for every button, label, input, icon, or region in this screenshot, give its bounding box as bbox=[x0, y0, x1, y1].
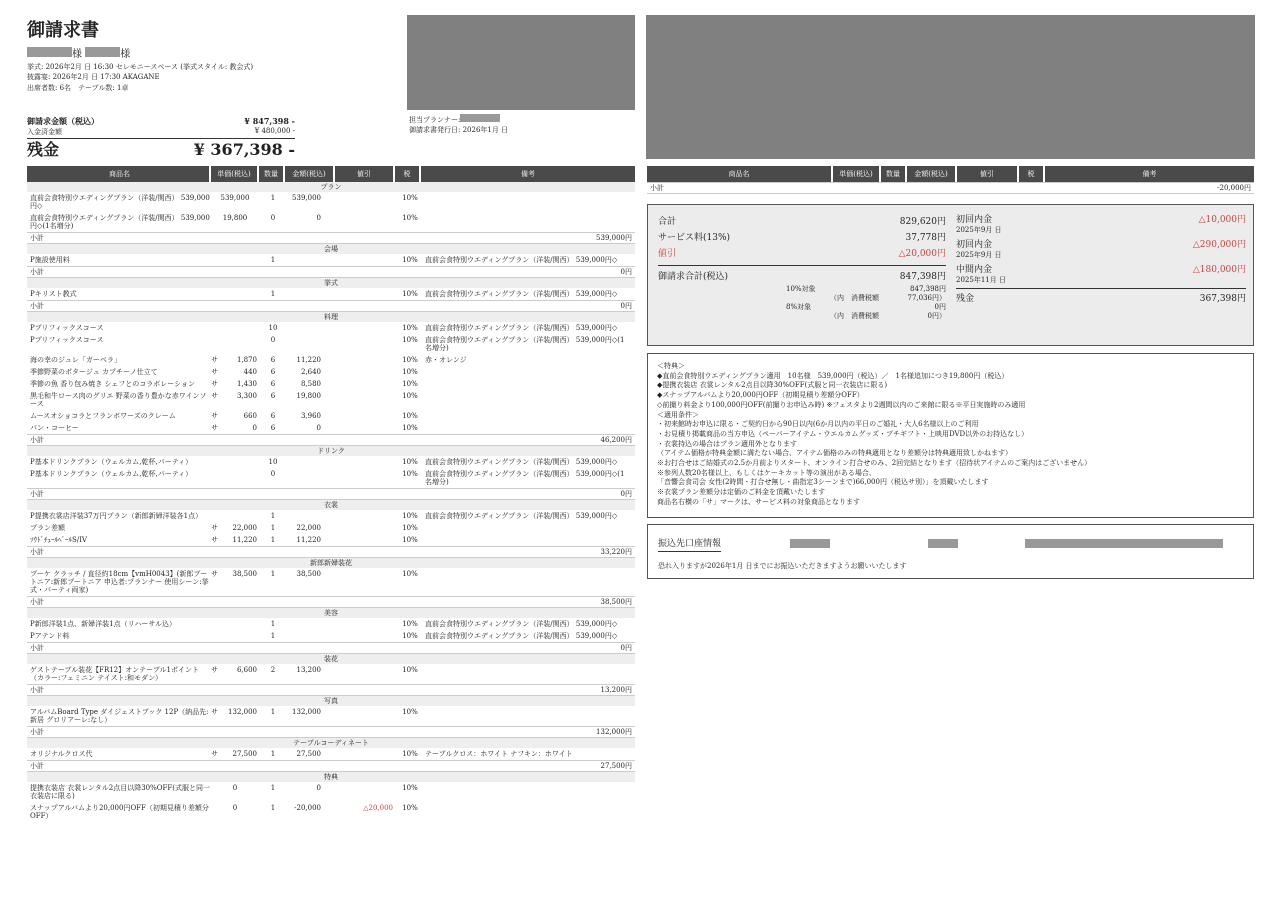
item-name: P施設使用料 bbox=[30, 256, 70, 264]
tax-rate: 10% bbox=[402, 194, 418, 202]
unit-price: サ 132,000 bbox=[211, 708, 257, 716]
amount: 132,000 bbox=[292, 708, 321, 716]
unit-price: サ 38,500 bbox=[211, 570, 257, 578]
category-row: テーブルコーディネート bbox=[27, 738, 635, 748]
discount bbox=[337, 750, 397, 758]
unit-price bbox=[211, 458, 259, 466]
note bbox=[423, 380, 631, 388]
note bbox=[423, 368, 631, 376]
amount: 3,960 bbox=[300, 412, 321, 420]
amount: 0 bbox=[316, 424, 321, 432]
discount bbox=[337, 666, 397, 682]
service-mark: サ bbox=[211, 412, 218, 420]
quantity: 1 bbox=[270, 708, 276, 716]
quantity: 1 bbox=[270, 536, 276, 544]
customer-names: 様 様 bbox=[27, 47, 130, 60]
quantity: 6 bbox=[270, 424, 276, 432]
quantity: 1 bbox=[270, 784, 276, 792]
table-row bbox=[27, 354, 635, 366]
total-label: 御請求金額（税込） bbox=[27, 116, 99, 126]
table-row bbox=[27, 390, 635, 410]
subtotal-row: 小計 27,500円 bbox=[27, 760, 635, 772]
item-name: アルバムBoard Type ダイジェストブック 12P（納品先:新居 グロリアーレ:なし） bbox=[30, 708, 209, 724]
tax-rate: 10% bbox=[402, 256, 418, 264]
table-row bbox=[27, 618, 635, 630]
item-name: P提携衣裳店洋装37万円プラン（新郎新婦洋装各1点） bbox=[30, 512, 203, 520]
document-title: 御請求書 bbox=[27, 20, 99, 41]
category-row: ドリンク bbox=[27, 446, 635, 456]
quantity: 6 bbox=[270, 392, 276, 400]
note bbox=[423, 666, 631, 682]
quantity: 1 bbox=[270, 512, 276, 520]
service-mark: サ bbox=[211, 392, 218, 400]
quantity: 0 bbox=[270, 214, 276, 222]
table-row bbox=[27, 630, 635, 642]
note-line: ※お打合せはご結婚式の2.5か月前よりスタート、オンライン打合せのみ、2回完結となります（招待状アイテムのご案内はございません） bbox=[657, 459, 1092, 468]
table-row bbox=[27, 422, 635, 434]
amount: 38,500 bbox=[296, 570, 321, 578]
item-name: ｿｳﾄﾞﾁｭｰﾙﾍﾞｰﾙS/IV bbox=[30, 536, 87, 544]
unit-price bbox=[211, 632, 259, 640]
tax-rate: 10% bbox=[402, 368, 418, 376]
note bbox=[423, 412, 631, 420]
quantity: 6 bbox=[270, 368, 276, 376]
quantity: 1 bbox=[270, 750, 276, 758]
tax-rate: 10% bbox=[402, 424, 418, 432]
subtotal-row: 小計 0円 bbox=[27, 300, 635, 312]
tax-rate: 10% bbox=[402, 356, 418, 364]
amount: 11,220 bbox=[296, 356, 321, 364]
planner-info: 担当プランナー: bbox=[409, 114, 500, 125]
note-line: ・初来館時お申込に限る・ご契約日から90日以内(6か月以内の平日のご婚礼・大人6名様以上のご利用 bbox=[657, 420, 979, 429]
amount: 19,800 bbox=[296, 392, 321, 400]
amount bbox=[287, 256, 337, 264]
table-row bbox=[27, 534, 635, 546]
quantity: 1 bbox=[270, 570, 276, 578]
bank-message: 恐れ入りますが2026年1月 日までにお振込いただきますようお願いいたします bbox=[658, 562, 907, 570]
table-row bbox=[27, 322, 635, 334]
amount bbox=[287, 336, 337, 352]
item-name: スナップアルバムより20,000円OFF（初期見積り差額分OFF） bbox=[30, 804, 209, 820]
note bbox=[423, 784, 631, 800]
item-name: Pプリフィックスコース bbox=[30, 324, 104, 332]
note-line: ＜適用条件＞ bbox=[657, 410, 699, 419]
unit-price: サ 440 bbox=[211, 368, 257, 376]
amount: 539,000 bbox=[292, 194, 321, 202]
item-name: ゲストテーブル装花【FR12】オンテーブル1ポイント（カラー:フェミニン テイスト:和モダン） bbox=[30, 666, 199, 682]
note: 直前会食特別ウエディングプラン（洋装/関西） 539,000円◇(1名増分) bbox=[425, 470, 625, 486]
unit-price bbox=[211, 512, 259, 520]
payments: 初回内金 △10,000円 2025年9月 日 初回内金 △290,000円 2025年9月 日 中間内金 △180,000円 2025年11月 日 残金 367,398円 bbox=[956, 215, 1246, 304]
table-row bbox=[27, 782, 635, 802]
amount bbox=[287, 620, 337, 628]
unit-price: 0 bbox=[232, 804, 238, 812]
note: 直前会食特別ウエディングプラン（洋装/関西） 539,000円◇ bbox=[425, 512, 618, 520]
amount: 0 bbox=[316, 784, 321, 792]
discount bbox=[337, 620, 397, 628]
unit-price bbox=[211, 290, 259, 298]
quantity: 10 bbox=[268, 324, 278, 332]
tax-rate: 10% bbox=[402, 804, 418, 812]
category-row: 特典 bbox=[27, 772, 635, 782]
table-header: 商品名 単価(税込) 数量 金額(税込) 値引 税 備考 bbox=[27, 166, 635, 182]
tax-rate: 10% bbox=[402, 290, 418, 298]
category-row: 写真 bbox=[27, 696, 635, 706]
note bbox=[423, 708, 631, 724]
tax-rate: 10% bbox=[402, 750, 418, 758]
table-row bbox=[27, 334, 635, 354]
item-name: 提携衣装店 衣裳レンタル2点目以降30%OFF(式服と同一衣装店に限る) bbox=[30, 784, 210, 800]
unit-price bbox=[211, 470, 259, 486]
note-line: ※参列人数20名様以上、もしくはケーキカット等の演出がある場合、 bbox=[657, 468, 876, 477]
amount: 8,580 bbox=[300, 380, 321, 388]
note: 直前会食特別ウエディングプラン（洋装/関西） 539,000円◇ bbox=[425, 620, 618, 628]
redacted-branch bbox=[928, 539, 958, 548]
subtotal-row: 小計 33,220円 bbox=[27, 546, 635, 558]
note: 直前会食特別ウエディングプラン（洋装/関西） 539,000円◇ bbox=[425, 290, 618, 298]
quantity: 1 bbox=[270, 290, 276, 298]
discount bbox=[337, 324, 397, 332]
service-mark: サ bbox=[211, 750, 218, 758]
category-row: 衣裳 bbox=[27, 500, 635, 510]
unit-price: サ 1,430 bbox=[211, 380, 257, 388]
discount bbox=[337, 290, 397, 298]
unit-price: サ 6,600 bbox=[211, 666, 257, 674]
unit-price: サ 3,300 bbox=[211, 392, 257, 400]
note: 直前会食特別ウエディングプラン（洋装/関西） 539,000円◇ bbox=[425, 256, 618, 264]
tax-rate: 10% bbox=[402, 708, 418, 716]
table-row bbox=[27, 510, 635, 522]
quantity: 1 bbox=[270, 804, 276, 812]
note bbox=[423, 194, 631, 210]
quantity: 1 bbox=[270, 524, 276, 532]
unit-price: サ 27,500 bbox=[211, 750, 257, 758]
discount bbox=[337, 784, 397, 800]
item-name: 季節野菜のポタージュ カプチーノ仕立て bbox=[30, 368, 158, 376]
note-line: ※衣裳プラン差額分は定価のご料金を頂戴いたします bbox=[657, 488, 825, 497]
note-line: ◇前撮り料金より100,000円OFF(前撮りお申込み時) ※フェスタより2週間以内のご来館に限る※平日実施時のみ適用 bbox=[657, 400, 1026, 409]
item-name: 黒毛和牛ロース肉のグリエ 野菜の香り豊かな赤ワインソース bbox=[30, 392, 207, 408]
tax-rate: 10% bbox=[402, 412, 418, 420]
unit-price bbox=[211, 336, 259, 352]
note-line: ・衣裳持込の場合はプラン適用外となります bbox=[657, 439, 797, 448]
item-name: Pアテンド料 bbox=[30, 632, 70, 640]
item-name: Pキリスト教式 bbox=[30, 290, 77, 298]
note-line: ・お見積り掲載商品の当方申込（ペーパーアイテム・ウエルカムグッズ・プチギフト・上映用DVD以外のお持込なし） bbox=[657, 429, 1029, 438]
subtotal-row: 小計 0円 bbox=[27, 642, 635, 654]
table-row bbox=[27, 456, 635, 468]
guest-info: 出席者数: 6名 テーブル数: 1卓 bbox=[27, 84, 129, 92]
note: 直前会食特別ウエディングプラン（洋装/関西） 539,000円◇ bbox=[425, 632, 618, 640]
service-mark: サ bbox=[211, 380, 218, 388]
unit-price: 0 bbox=[232, 784, 238, 792]
note: 直前会食特別ウエディングプラン（洋装/関西） 539,000円◇ bbox=[425, 324, 618, 332]
table-row bbox=[27, 378, 635, 390]
quantity: 1 bbox=[270, 620, 276, 628]
item-name: ブーケ クラッチ / 直径約18cm【vmH0043】(新郎ブートニア:新郎ブートニア 申込者:プランナー 使用シーン:挙式・パーティ両家) bbox=[30, 570, 209, 594]
discount-label: 値引 bbox=[658, 249, 677, 259]
subtotal-row: 小計 0円 bbox=[27, 266, 635, 278]
item-name: 直前会食特別ウエディングプラン（洋装/関西） 539,000円◇(1名増分) bbox=[30, 214, 210, 230]
note: 直前会食特別ウエディングプラン（洋装/関西） 539,000円◇(1名増分) bbox=[425, 336, 625, 352]
unit-price bbox=[211, 256, 259, 264]
sum-label: 合計 bbox=[658, 217, 677, 227]
service-mark: サ bbox=[211, 570, 218, 578]
table-row bbox=[27, 522, 635, 534]
subtotal-row: 小計 539,000円 bbox=[27, 232, 635, 244]
discount bbox=[337, 356, 397, 364]
amount: 22,000 bbox=[296, 524, 321, 532]
note bbox=[423, 214, 631, 230]
item-name: P基本ドリンクプラン（ウェルカム,乾杯,パーティ） bbox=[30, 470, 193, 478]
unit-price: 539,000 bbox=[220, 194, 250, 202]
note bbox=[423, 804, 631, 820]
bank-title: 振込先口座情報 bbox=[658, 536, 721, 552]
amount bbox=[287, 458, 337, 466]
table-row bbox=[27, 664, 635, 684]
discount bbox=[337, 458, 397, 466]
note-line: 商品名右横の「サ」マークは、サービス料の対象商品となります bbox=[657, 497, 860, 506]
tax-rate: 10% bbox=[402, 536, 418, 544]
quantity: 10 bbox=[268, 458, 278, 466]
discount bbox=[337, 570, 397, 594]
item-name: 直前会食特別ウエディングプラン（洋装/関西） 539,000円◇ bbox=[30, 194, 210, 210]
discount bbox=[337, 380, 397, 388]
discount-value: △20,000円 bbox=[898, 249, 946, 259]
redacted-header-image bbox=[646, 15, 1255, 159]
tax-rate: 10% bbox=[402, 336, 418, 344]
right-table bbox=[647, 166, 1254, 194]
amount: -20,000 bbox=[294, 804, 321, 812]
item-name: P基本ドリンクプラン（ウェルカム,乾杯,パーティ） bbox=[30, 458, 193, 466]
discount bbox=[337, 424, 397, 432]
tax-rate: 10% bbox=[402, 214, 418, 222]
quantity: 1 bbox=[270, 632, 276, 640]
unit-price: サ 11,220 bbox=[211, 536, 257, 544]
amount bbox=[287, 632, 337, 640]
total-value: ¥ 847,398 - bbox=[244, 116, 295, 126]
service-mark: サ bbox=[211, 368, 218, 376]
service-mark: サ bbox=[211, 524, 218, 532]
redacted-logo-image bbox=[407, 15, 635, 110]
service-value: 37,778円 bbox=[905, 233, 946, 243]
discount bbox=[337, 256, 397, 264]
amount bbox=[287, 324, 337, 332]
item-name: 海の幸のジュレ「ガーベラ」 bbox=[30, 356, 121, 364]
note-line: ◆スナップアルバムより20,000円OFF（初期見積り差額分OFF） bbox=[657, 391, 864, 400]
balance-label: 残金 bbox=[27, 140, 60, 159]
unit-price: サ 1,870 bbox=[211, 356, 257, 364]
item-name: プラン差額 bbox=[30, 524, 65, 532]
grand-label: 御請求合計(税込) bbox=[658, 272, 729, 282]
discount: △20,000 bbox=[363, 804, 393, 812]
table-row bbox=[27, 410, 635, 422]
item-name: オリジナルクロス代 bbox=[30, 750, 93, 758]
discount bbox=[337, 194, 397, 210]
discount bbox=[337, 536, 397, 544]
subtotal-row: 小計 132,000円 bbox=[27, 726, 635, 738]
grand-value: 847,398円 bbox=[899, 272, 946, 282]
service-mark: サ bbox=[211, 424, 218, 432]
tax-rate: 10% bbox=[402, 380, 418, 388]
item-name: ムースオショコラとフランボワーズのクレーム bbox=[30, 412, 176, 420]
discount bbox=[337, 470, 397, 486]
paid-label: 入金済金額 bbox=[27, 128, 62, 136]
item-name: Pプリフィックスコース bbox=[30, 336, 104, 344]
service-mark: サ bbox=[211, 536, 218, 544]
redacted-account bbox=[1025, 539, 1223, 548]
redacted-bank-name bbox=[790, 539, 830, 548]
amount: 0 bbox=[316, 214, 321, 222]
subtotal-row: 小計 0円 bbox=[27, 488, 635, 500]
service-mark: サ bbox=[211, 666, 218, 674]
bank-box bbox=[647, 524, 1254, 579]
tax-rate: 10% bbox=[402, 470, 418, 478]
tax-rate: 10% bbox=[402, 524, 418, 532]
tax-rate: 10% bbox=[402, 392, 418, 400]
unit-price: 19,800 bbox=[222, 214, 248, 222]
discount bbox=[337, 392, 397, 408]
table-row bbox=[27, 468, 635, 488]
amount bbox=[287, 470, 337, 486]
tax-rate: 10% bbox=[402, 620, 418, 628]
discount bbox=[337, 368, 397, 376]
table-row bbox=[27, 802, 635, 822]
tax-rate: 10% bbox=[402, 784, 418, 792]
note: 直前会食特別ウエディングプラン（洋装/関西） 539,000円◇ bbox=[425, 458, 618, 466]
note-line: 「音響会食司会 女性(2時間・打合せ無し・曲指定3シーンまで)66,000円（税込サ別）」を頂戴いたします bbox=[657, 478, 989, 487]
table-row bbox=[27, 568, 635, 596]
quantity: 0 bbox=[270, 336, 276, 344]
unit-price: サ 22,000 bbox=[211, 524, 257, 532]
subtotal-row: 小計 38,500円 bbox=[27, 596, 635, 608]
service-label: サービス料(13%) bbox=[658, 233, 731, 243]
note bbox=[423, 536, 631, 544]
tax-rate: 10% bbox=[402, 632, 418, 640]
summary-block bbox=[27, 116, 295, 161]
quantity: 6 bbox=[270, 380, 276, 388]
table-row bbox=[27, 366, 635, 378]
discount bbox=[337, 412, 397, 420]
note-line: ◆提携衣装店 衣裳レンタル2点目以降30%OFF(式服と同一衣装店に限る) bbox=[657, 381, 888, 390]
category-row: 料理 bbox=[27, 312, 635, 322]
category-row: 会場 bbox=[27, 244, 635, 254]
amount: 2,640 bbox=[300, 368, 321, 376]
notes-box bbox=[647, 353, 1254, 518]
note: テーブルクロス：ホワイト ナフキン：ホワイト bbox=[425, 750, 573, 758]
issue-date: 御請求書発行日: 2026年1月 日 bbox=[409, 126, 509, 134]
note bbox=[423, 524, 631, 532]
notes-list bbox=[657, 362, 1244, 508]
note-line: ◆直前会食特別ウエディングプラン適用 10名様 539,000円（税込）／ 1名様追加につき19,800円（税込） bbox=[657, 371, 1009, 380]
right-table-header: 商品名 単価(税込) 数量 金額(税込) 値引 税 備考 bbox=[647, 166, 1254, 182]
totals-box: 合計 829,620円 サービス料(13%) 37,778円 値引 △20,000円 御請求合計(税込) 847,398円 10%対象 847,398円 （内 消費税額 77,036円） 8%対象 0円 （内 消費税額 0円） 初回内金 △10,000円 2025年9月 日 初回内金 △290,000円 2025年9月 日 中間内金 △180,000円 2025年11月 日 残金 367,398円 bbox=[647, 204, 1254, 346]
note-line: （アイテム価格が特典金額に満たない場合、アイテム価格のみの特典適用となり差額分は特典適用致しかねます） bbox=[657, 449, 1013, 458]
amount: 13,200 bbox=[296, 666, 321, 674]
amount bbox=[287, 512, 337, 520]
category-row: 美容 bbox=[27, 608, 635, 618]
item-name: P新郎洋装1点、新婦洋装1点（リハーサル込） bbox=[30, 620, 177, 628]
subtotal-row: 小計 46,200円 bbox=[27, 434, 635, 446]
discount bbox=[337, 512, 397, 520]
tax-rate: 10% bbox=[402, 458, 418, 466]
quantity: 1 bbox=[270, 194, 276, 202]
right-subtotal-row: 小計 -20,000円 bbox=[647, 182, 1254, 194]
note bbox=[423, 392, 631, 408]
service-mark: サ bbox=[211, 708, 218, 716]
ceremony-info: 挙式: 2026年2月 日 16:30 セレモニースペース (挙式スタイル: 教会式) bbox=[27, 63, 254, 71]
discount bbox=[337, 524, 397, 532]
table-row bbox=[27, 748, 635, 760]
discount bbox=[337, 632, 397, 640]
unit-price: サ 660 bbox=[211, 412, 257, 420]
right-balance-label: 残金 bbox=[956, 294, 975, 304]
items-table bbox=[27, 166, 635, 822]
unit-price bbox=[211, 324, 259, 332]
unit-price: サ 0 bbox=[211, 424, 257, 432]
table-row bbox=[27, 192, 635, 212]
sum-value: 829,620円 bbox=[899, 217, 946, 227]
table-row bbox=[27, 706, 635, 726]
discount bbox=[337, 336, 397, 352]
service-mark: サ bbox=[211, 356, 218, 364]
tax-rate: 10% bbox=[402, 512, 418, 520]
reception-info: 披露宴: 2026年2月 日 17:30 AKAGANE bbox=[27, 73, 160, 81]
table-row bbox=[27, 212, 635, 232]
tax-rate: 10% bbox=[402, 570, 418, 578]
discount bbox=[337, 214, 397, 230]
table-body bbox=[27, 182, 635, 822]
tax-rate: 10% bbox=[402, 666, 418, 674]
note bbox=[423, 570, 631, 594]
right-balance-value: 367,398円 bbox=[1199, 294, 1246, 304]
amount: 27,500 bbox=[296, 750, 321, 758]
category-row: 挙式 bbox=[27, 278, 635, 288]
item-name: パン・コーヒー bbox=[30, 424, 79, 432]
quantity: 1 bbox=[270, 256, 276, 264]
amount: 11,220 bbox=[296, 536, 321, 544]
discount bbox=[337, 708, 397, 724]
amount bbox=[287, 290, 337, 298]
tax-rate: 10% bbox=[402, 324, 418, 332]
subtotal-row: 小計 13,200円 bbox=[27, 684, 635, 696]
quantity: 6 bbox=[270, 412, 276, 420]
unit-price bbox=[211, 620, 259, 628]
quantity: 2 bbox=[270, 666, 276, 674]
table-row bbox=[27, 254, 635, 266]
quantity: 0 bbox=[270, 470, 276, 478]
table-row bbox=[27, 288, 635, 300]
note: 赤・オレンジ bbox=[425, 356, 467, 364]
item-name: 季節の魚 香り包み焼き シェフとのコラボレーション bbox=[30, 380, 196, 388]
note-line: ＜特典＞ bbox=[657, 362, 685, 370]
quantity: 6 bbox=[270, 356, 276, 364]
note bbox=[423, 424, 631, 432]
category-row: プラン bbox=[27, 182, 635, 192]
category-row: 装花 bbox=[27, 654, 635, 664]
paid-value: ¥ 480,000 - bbox=[254, 127, 295, 135]
balance-value: ¥ 367,398 - bbox=[193, 140, 295, 159]
category-row: 新郎新婦装花 bbox=[27, 558, 635, 568]
